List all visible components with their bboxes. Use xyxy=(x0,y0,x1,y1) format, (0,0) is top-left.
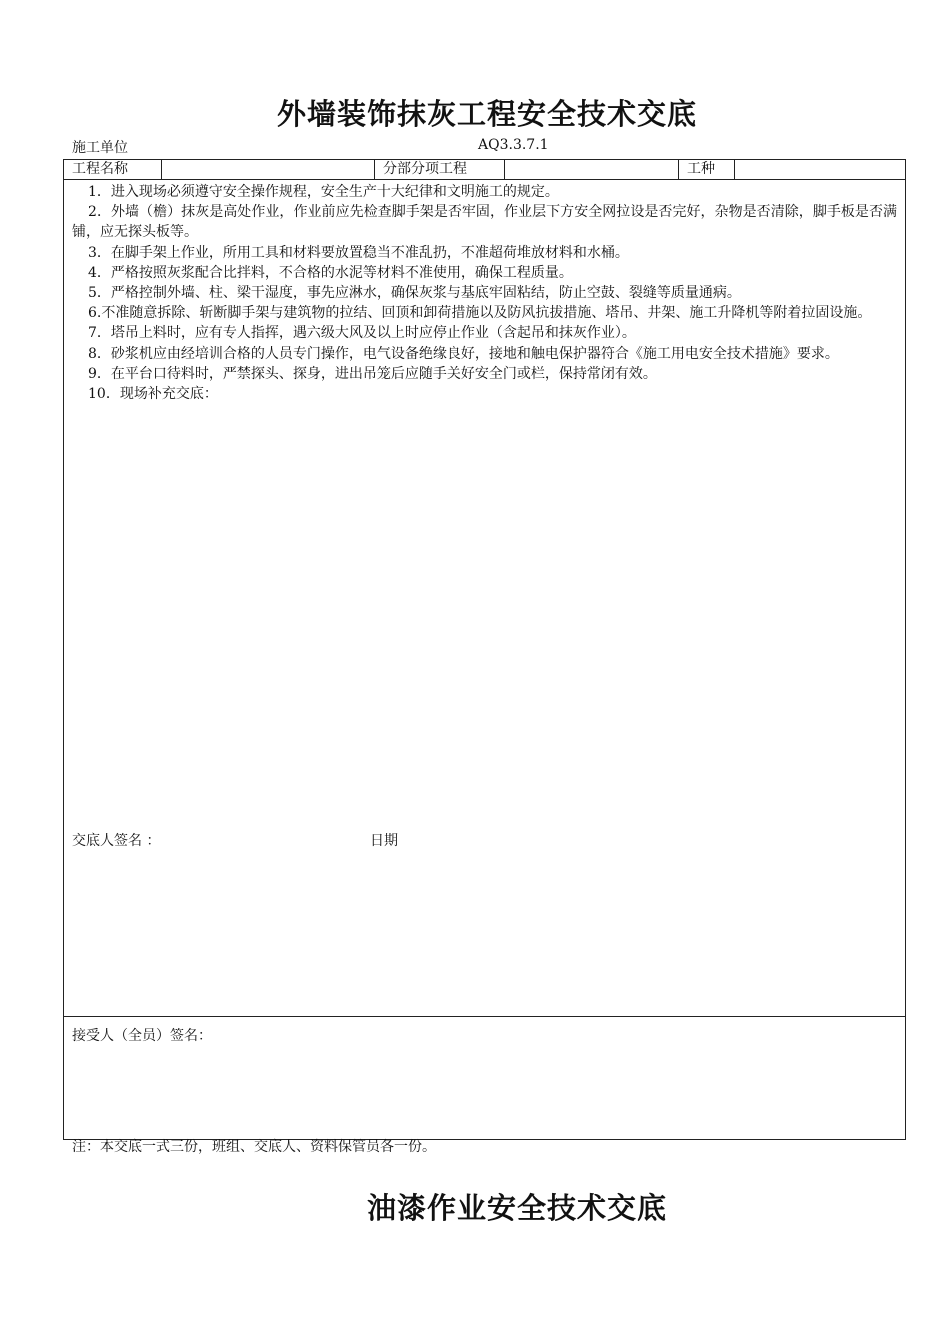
next-document-title: 油漆作业安全技术交底 xyxy=(366,1191,667,1225)
trade-field[interactable] xyxy=(735,160,906,180)
site-supplement-item: 10．现场补充交底： xyxy=(88,386,218,403)
header-row xyxy=(64,160,906,180)
discloser-sign-row xyxy=(72,830,892,850)
safety-item-1: 1．进入现场必须遵守安全操作规程，安全生产十大纪律和文明施工的规定。 xyxy=(88,184,559,200)
disclosure-form-table xyxy=(63,159,906,1140)
safety-item-6: 6.不准随意拆除、斩断脚手架与建筑物的拉结、回顶和卸荷措施以及防风抗拔措施、塔吊、井架、施工升降机等附着拉固设施。 xyxy=(88,305,872,322)
safety-item-4: 4．严格按照灰浆配合比拌料，不合格的水泥等材料不准使用，确保工程质量。 xyxy=(88,264,573,281)
construction-unit-label: 施工单位 xyxy=(72,140,128,156)
document-code: AQ3.3.7.1 xyxy=(478,137,549,153)
safety-item-5: 5．严格控制外墙、柱、梁干湿度，事先应淋水，确保灰浆与基底牢固粘结，防止空鼓、裂缝等质量通病。 xyxy=(88,285,741,302)
safety-item-9: 9．在平台口待料时，严禁探头、探身，进出吊笼后应随手关好安全门或栏，保持常闭有效。 xyxy=(88,365,657,382)
trade-label: 工种 xyxy=(679,160,735,180)
copies-note: 注：本交底一式三份，班组、交底人、资料保管员各一份。 xyxy=(72,1139,436,1155)
receiver-signature-label: 接受人（全员）签名： xyxy=(72,1028,212,1044)
sub-project-label: 分部分项工程 xyxy=(375,160,505,180)
document-title: 外墙装饰抹灰工程安全技术交底 xyxy=(276,97,697,131)
receiver-signature-cell xyxy=(64,1017,906,1140)
safety-item-2: 2．外墙（檐）抹灰是高处作业，作业前应先检查脚手架是否牢固，作业层下方安全网拉设是否完好，杂物是否清除，脚手板是否满铺，应无探头板等。 xyxy=(72,204,897,241)
safety-item-7: 7．塔吊上料时，应有专人指挥，遇六级大风及以上时应停止作业（含起吊和抹灰作业）。 xyxy=(88,325,636,342)
date-label: 日期 xyxy=(370,833,398,849)
safety-item-8: 8．砂浆机应由经培训合格的人员专门操作，电气设备绝缘良好，接地和触电保护器符合《施工用电安全技术措施》要求。 xyxy=(88,345,839,362)
project-name-label: 工程名称 xyxy=(64,160,162,180)
sub-project-field[interactable] xyxy=(505,160,679,180)
safety-item-3: 3．在脚手架上作业，所用工具和材料要放置稳当不准乱扔，不准超荷堆放材料和水桶。 xyxy=(88,244,629,261)
disclosure-content-cell xyxy=(64,180,906,1017)
discloser-signature-label: 交底人签名 ： xyxy=(72,833,161,849)
project-name-field[interactable] xyxy=(162,160,375,180)
